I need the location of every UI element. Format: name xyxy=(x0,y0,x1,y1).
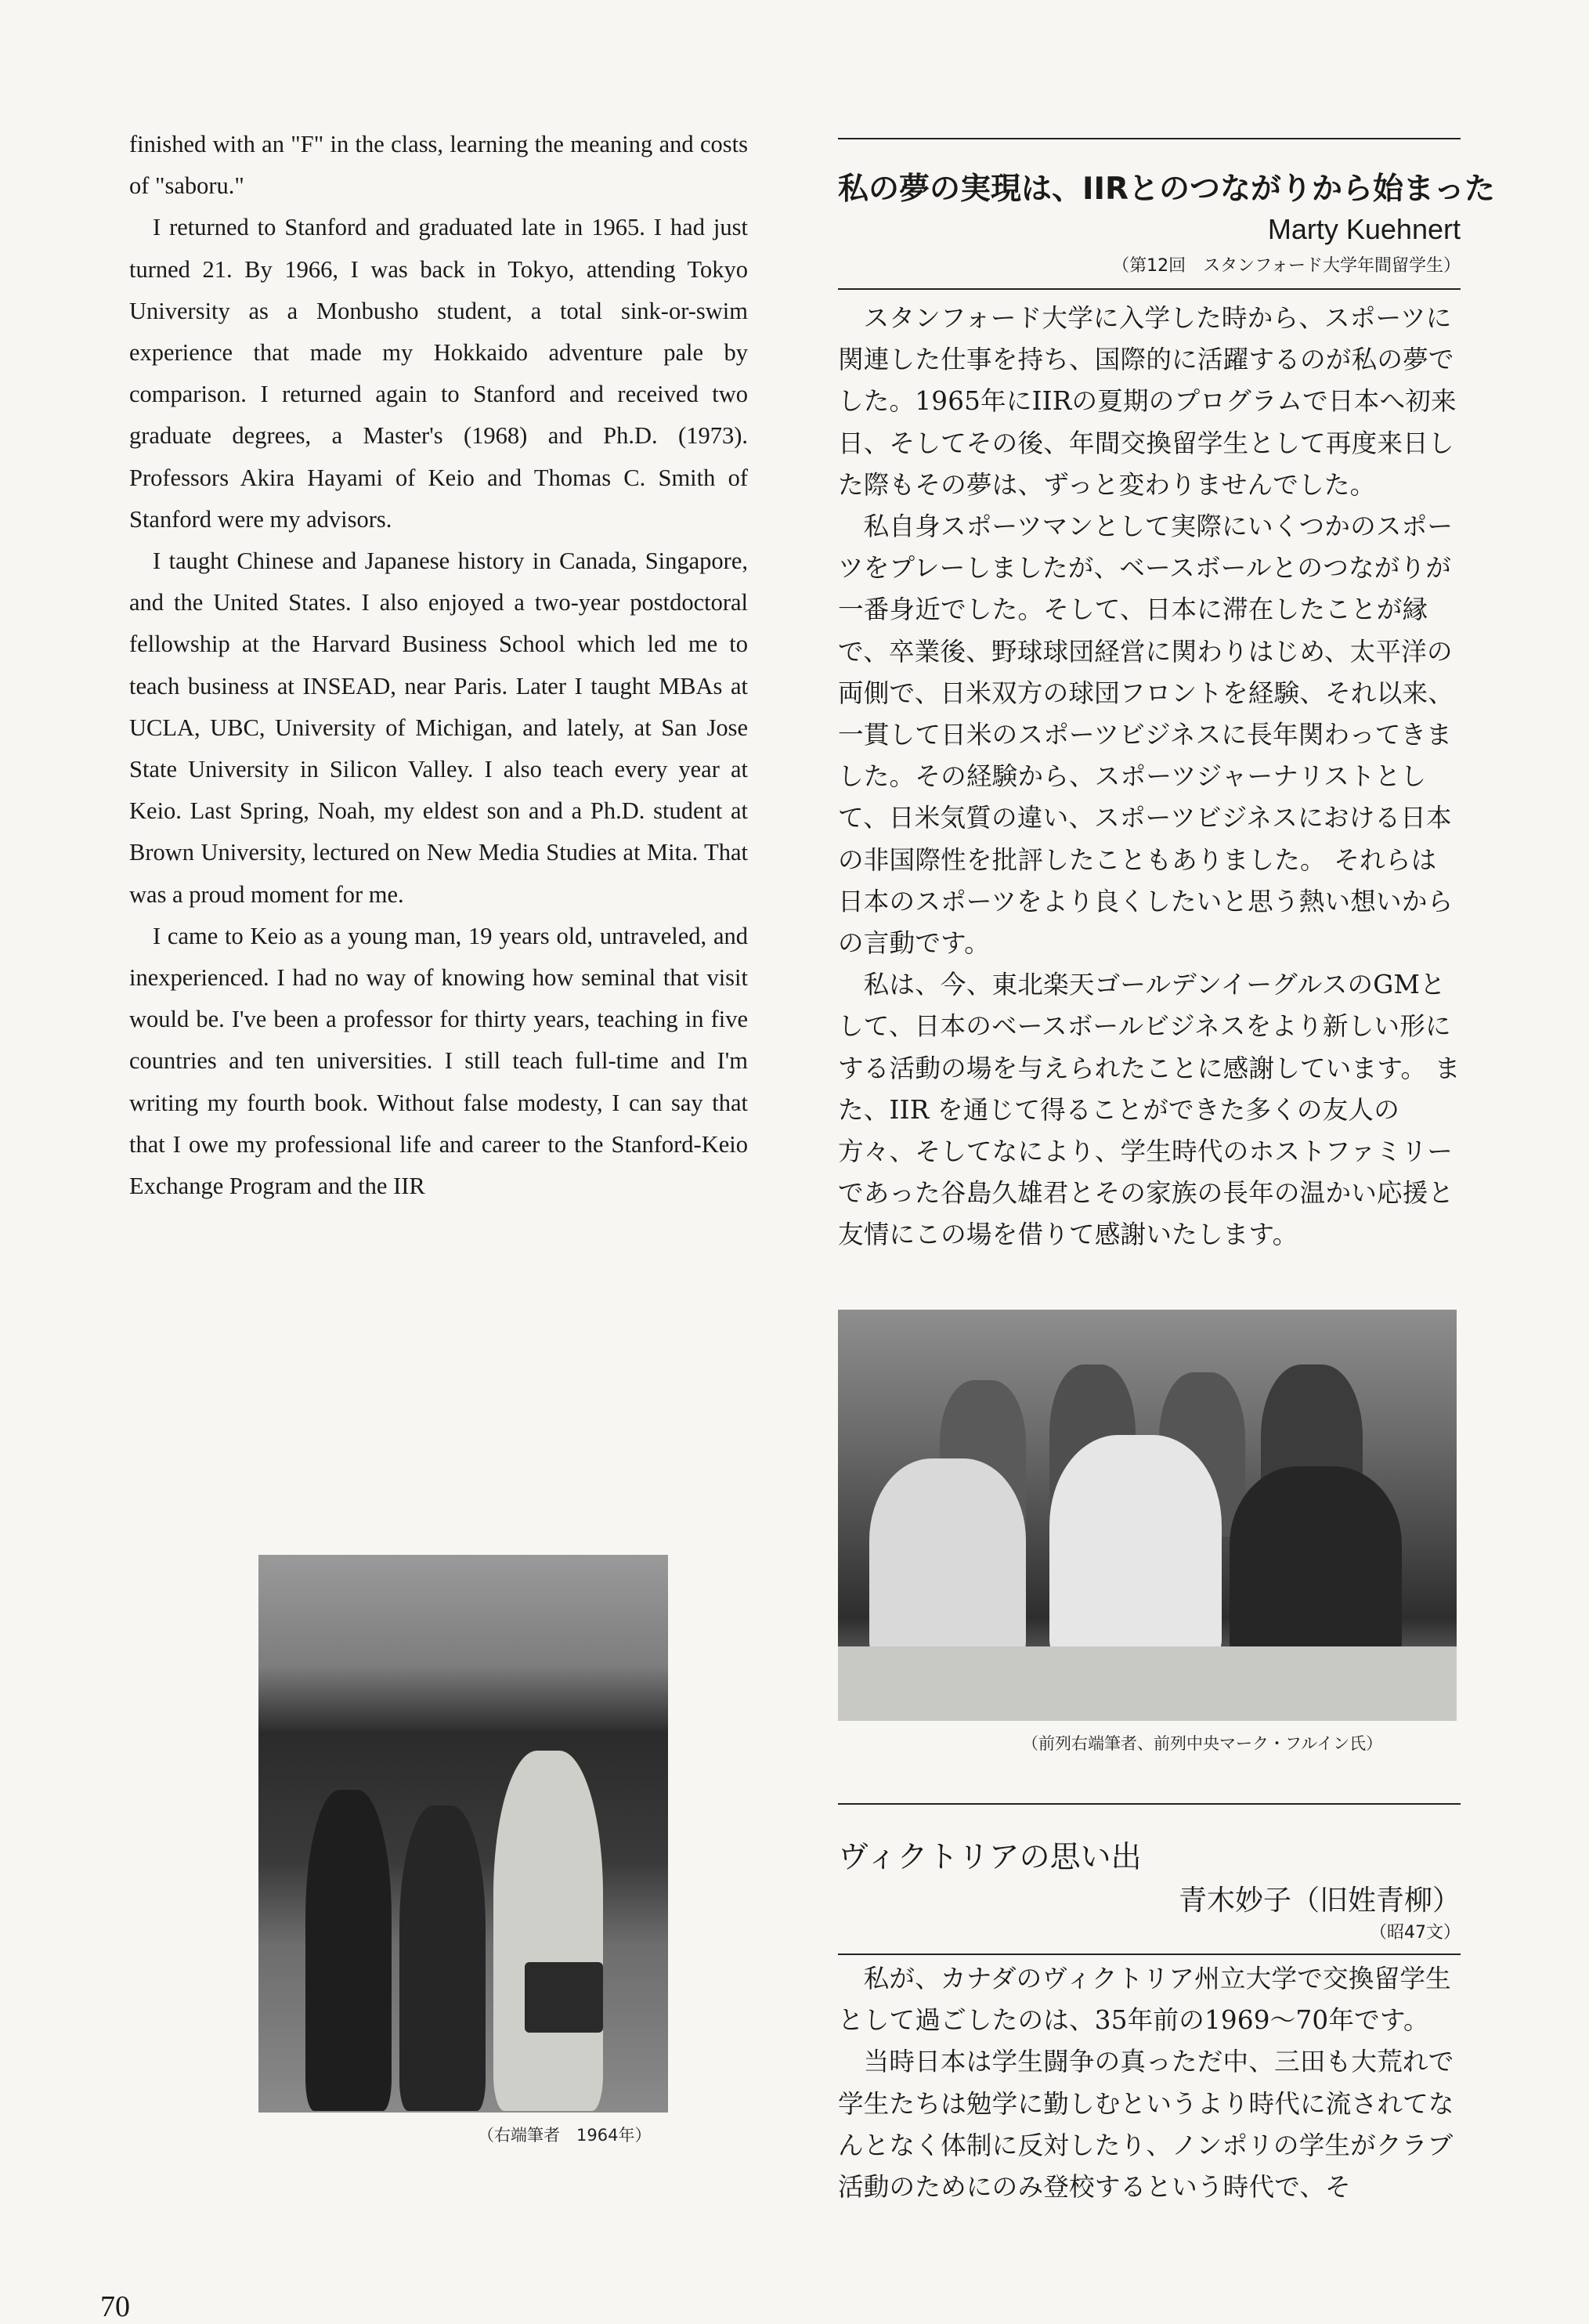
section-rule xyxy=(838,288,1461,290)
photo-caption: （右端筆者 1964年） xyxy=(478,2126,652,2145)
person-figure xyxy=(305,1790,392,2111)
photo-group-of-seven xyxy=(838,1310,1457,1721)
section-rule xyxy=(838,1954,1461,1955)
author-name: 青木妙子（旧姓青柳） xyxy=(1178,1885,1461,1917)
person-figure xyxy=(493,1751,603,2111)
article-title: ヴィクトリアの思い出 xyxy=(838,1840,1142,1875)
person-figure xyxy=(399,1805,486,2111)
top-rule xyxy=(838,138,1461,139)
paragraph: finished with an "F" in the class, learning the meaning and costs of "saboru." xyxy=(129,131,748,200)
paragraph: 私が、カナダのヴィクトリア州立大学で交換留学生として過ごしたのは、35年前の1969〜70年です。 xyxy=(838,1964,1451,2036)
article-title: 私の夢の実現は、IIRとのつながりから始まった xyxy=(838,172,1496,207)
paragraph: I returned to Stanford and graduated late in 1965. I had just turned 21. By 1966, I was back in Tokyo, attending Tokyo University as a Monbusho student, a total sink-or-swim experience that made my Hokkaido adventure pale by comparison. I returned again to Stanford and received two graduate degrees, a Master's (1968) and Ph.D. (1973). Professors Akira Hayami of Keio and Thomas C. Smith of Stanford were my advisors. xyxy=(129,214,748,533)
author-affiliation: （第12回 スタンフォード大学年間留学生） xyxy=(1112,256,1461,276)
person-figure xyxy=(869,1458,1026,1662)
paragraph: I taught Chinese and Japanese history in Canada, Singapore, and the United States. I also enjoyed a two-year postdoctoral fellowship at the Harvard Business School which led me to teach business at INSEAD, near Paris. Later I taught MBAs at UCLA, UBC, University of Michigan, and lately, at San Jose State University in Silicon Valley. I also teach every year at Keio. Last Spring, Noah, my eldest son and a Ph.D. student at Brown University, lectured on New Media Studies at Mita. That was a proud moment for me. xyxy=(129,548,748,908)
page-number: 70 xyxy=(100,2290,130,2323)
paragraph: 私は、今、東北楽天ゴールデンイーグルスのGMとして、日本のベースボールビジネスをより新しい形にする活動の場を与えられたことに感謝しています。 また、IIR を通じて得ることができた多くの友人の方々、そしてなにより、学生時代のホストファミリーであった谷島久雄君とその家族の長年の温かい応援と友情にこの場を借りて感謝いたします。 xyxy=(838,970,1461,1250)
paragraph: スタンフォード大学に入学した時から、スポーツに関連した仕事を持ち、国際的に活躍するのが私の夢でした。1965年にIIRの夏期のプログラムで日本へ初来日、そしてその後、年間交換留学生として再度来日した際もその夢は、ずっと変わりませんでした。 xyxy=(838,303,1457,500)
photo-three-people-1964 xyxy=(258,1555,668,2113)
person-figure xyxy=(1049,1435,1222,1662)
paragraph: I came to Keio as a young man, 19 years old, untraveled, and inexperienced. I had no way of knowing how seminal that visit would be. I've been a professor for thirty years, teaching in five countries and ten universities. I still teach full-time and I'm writing my fourth book. Without false modesty, I can say that that I owe my professional life and career to the Stanford-Keio Exchange Program and the IIR xyxy=(129,922,748,1200)
left-column-text xyxy=(129,124,748,1207)
person-figure xyxy=(1230,1466,1402,1662)
briefcase xyxy=(525,1962,603,2033)
author-name: Marty Kuehnert xyxy=(1267,213,1461,245)
table xyxy=(838,1646,1457,1721)
section-rule xyxy=(838,1803,1461,1805)
photo-caption: （前列右端筆者、前列中央マーク・フルイン氏） xyxy=(1022,1734,1383,1753)
paragraph: 当時日本は学生闘争の真っただ中、三田も大荒れで学生たちは勉学に勤しむというより時代に流されてなんとなく体制に反対したり、ノンポリの学生がクラブ活動のためにのみ登校するという時代で、そ xyxy=(838,2047,1454,2203)
author-affiliation: （昭47文） xyxy=(1370,1923,1461,1943)
paragraph: 私自身スポーツマンとして実際にいくつかのスポーツをプレーしましたが、ベースボールとのつながりが一番身近でした。そして、日本に滞在したことが縁で、卒業後、野球球団経営に関わりはじめ、太平洋の両側で、日米双方の球団フロントを経験、それ以来、一貫して日米のスポーツビジネスに長年関わってきました。その経験から、スポーツジャーナリストとして、日米気質の違い、スポーツビジネスにおける日本の非国際性を批評したこともありました。 それらは日本のスポーツをより良くしたいと思う熱い想いからの言動です。 xyxy=(838,511,1454,959)
article-body xyxy=(838,1958,1461,2208)
article-body xyxy=(838,298,1461,1256)
